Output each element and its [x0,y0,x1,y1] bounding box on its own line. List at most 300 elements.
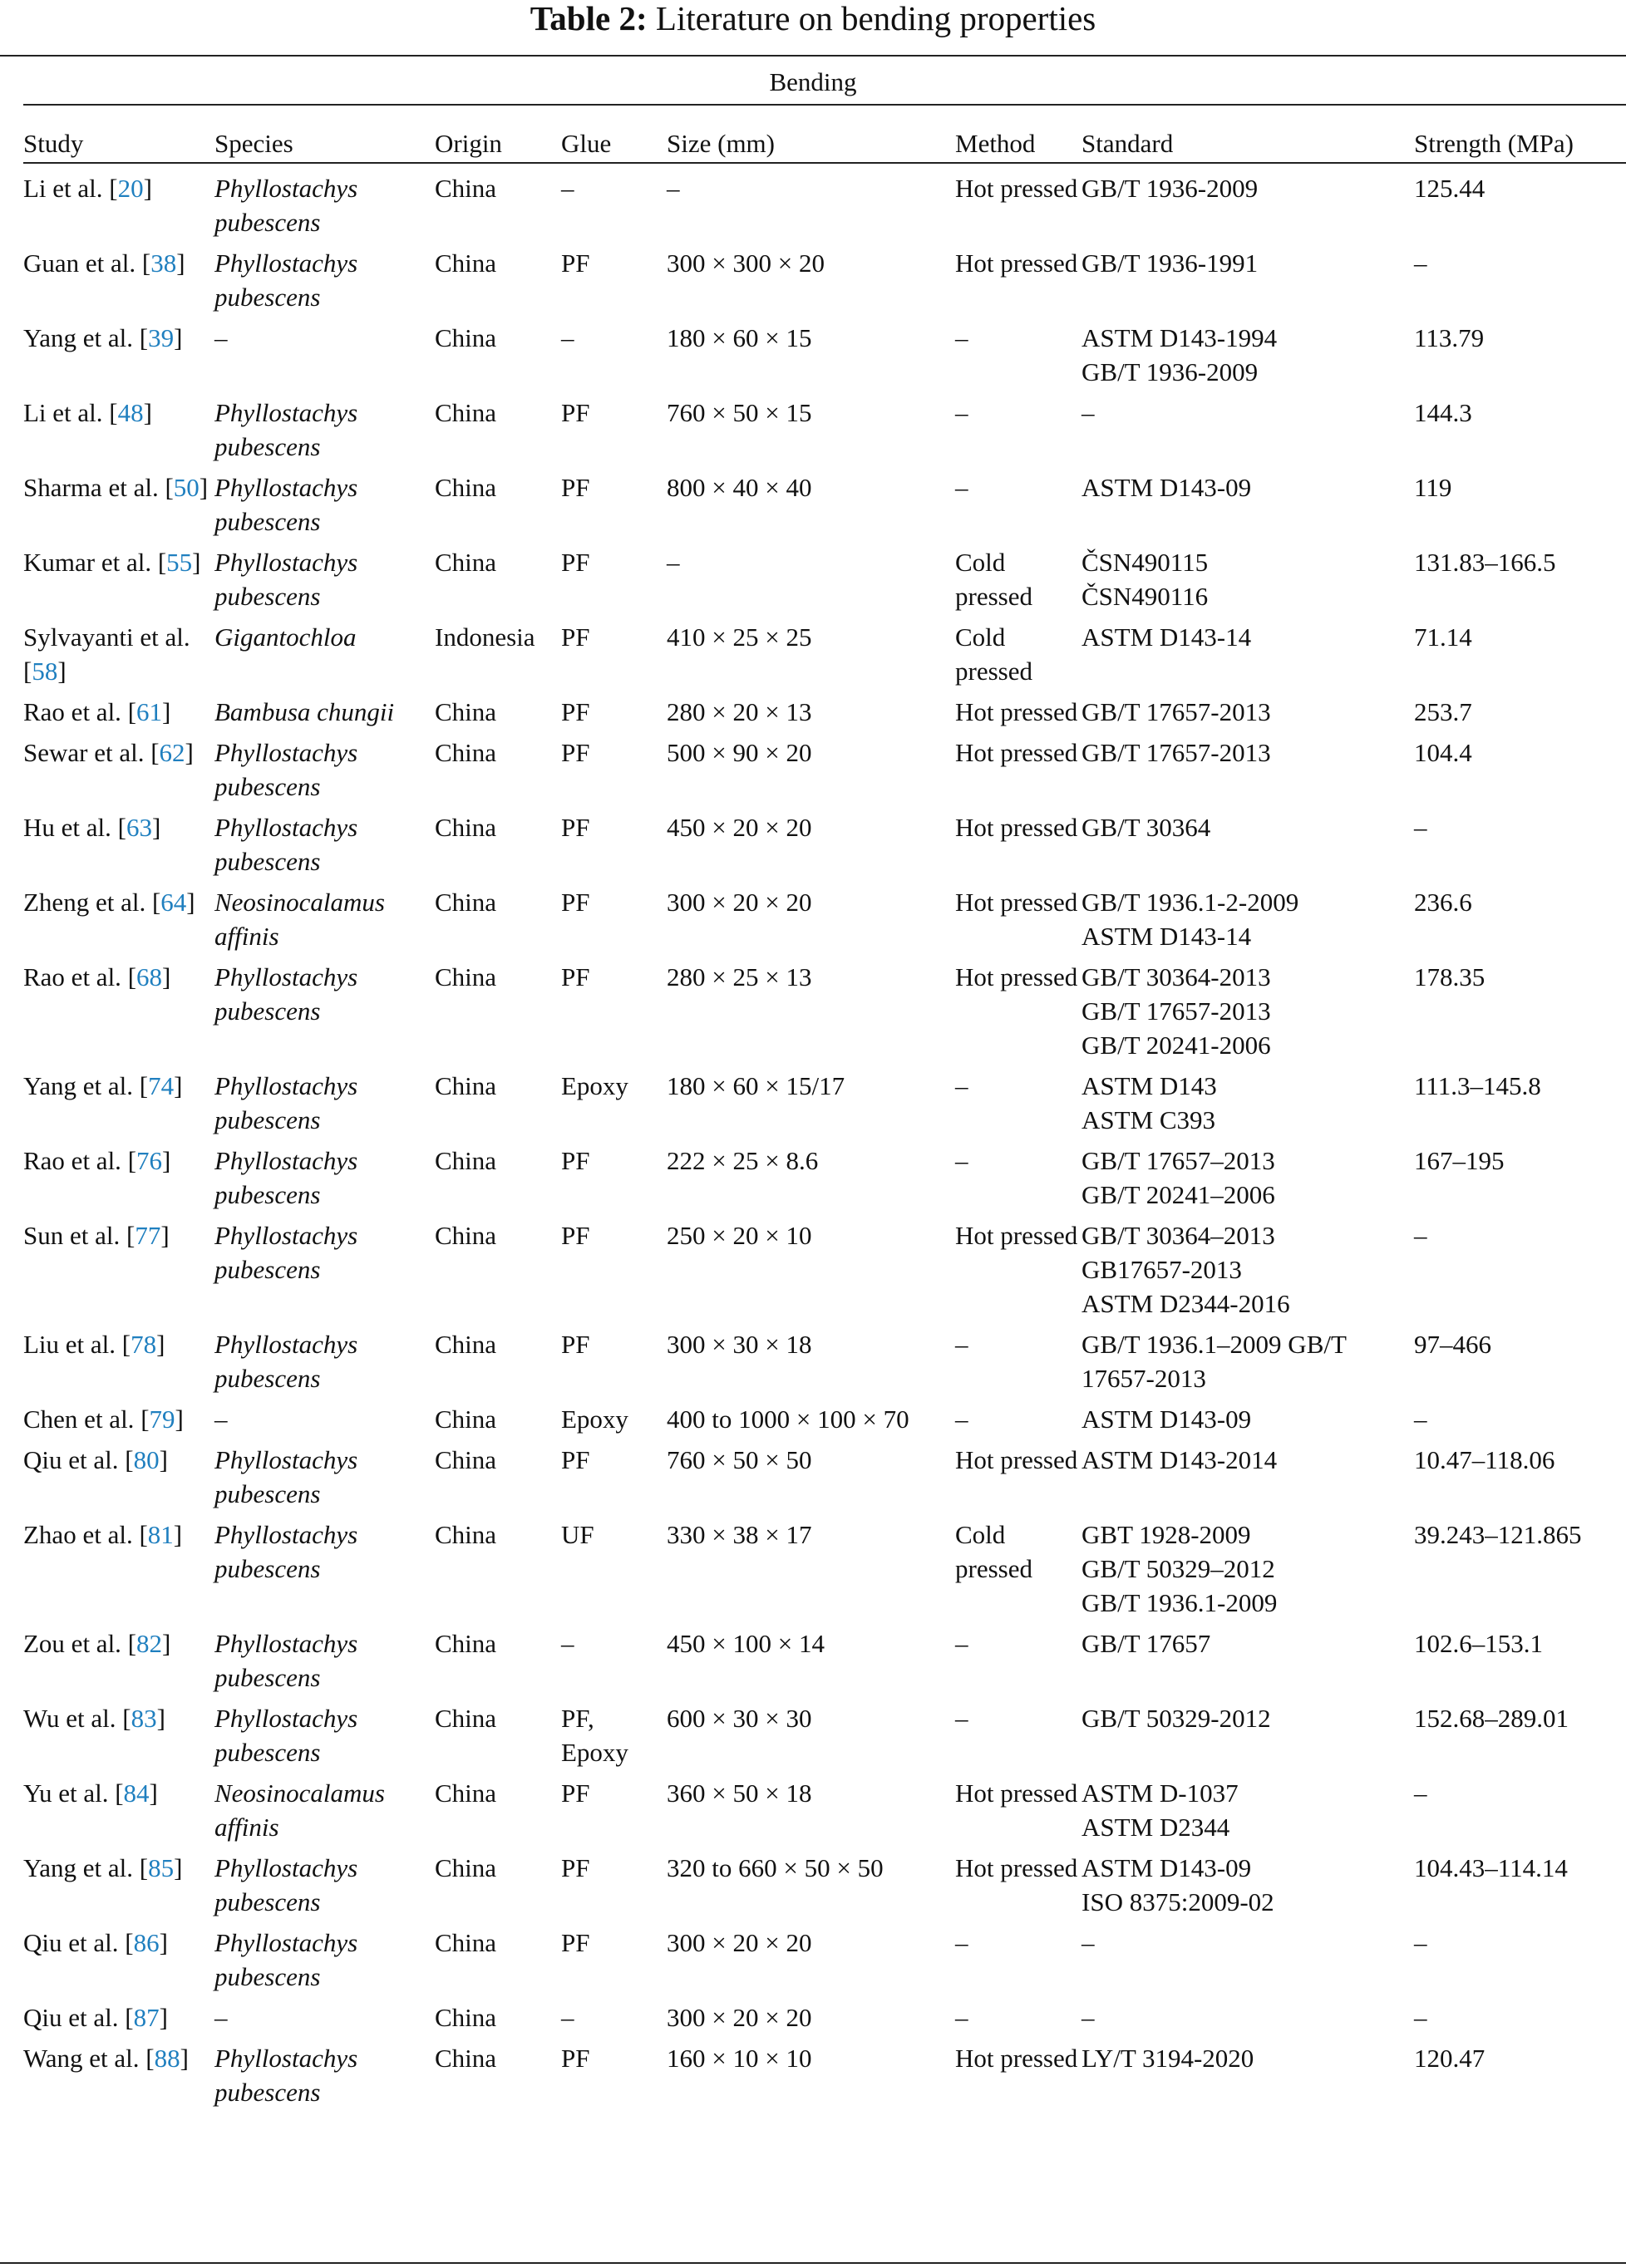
cell-method: Cold pressed [955,1520,1032,1583]
cell-strength: – [1414,248,1427,278]
cell-standard [1082,613,1414,688]
table-row [23,389,1626,464]
cell-method: Hot pressed [955,888,1078,917]
cell-standard [1082,688,1414,729]
cell-strength: 71.14 [1414,622,1472,652]
cell-species: Phyllostachys pubescens [214,1146,358,1209]
caption-title: Literature on bending properties [655,0,1096,37]
cell-method: Hot pressed [955,738,1078,767]
table-row [23,688,1626,729]
reference-link[interactable]: 38 [150,248,177,278]
cell-origin: China [435,2044,497,2073]
study-name: Wu et al. [23,1704,116,1733]
cell-glue: Epoxy [561,1071,628,1100]
cell-species: Phyllostachys pubescens [214,1071,358,1134]
cell-method: – [955,1071,968,1100]
table-row [23,729,1626,804]
cell-study: Sharma et al. [50] [23,473,209,502]
header-size: Size (mm) [667,129,775,158]
reference-link[interactable]: 63 [126,813,152,842]
standard-line: GB/T 1936-2009 [1082,174,1259,203]
reference-link[interactable]: 48 [117,398,144,427]
header-study: Study [23,129,84,158]
study-name: Guan et al. [23,248,136,278]
reference-link[interactable]: 77 [135,1221,161,1250]
cell-study: Zou et al. [82] [23,1629,171,1658]
standard-line: GB/T 50329–2012 [1082,1554,1275,1583]
cell-species: Phyllostachys pubescens [214,248,358,312]
cell-study: Yu et al. [84] [23,1778,158,1808]
cell-species: – [214,2003,228,2032]
cell-glue: PF [561,888,590,917]
cell-strength: 144.3 [1414,398,1472,427]
cell-glue: PF [561,2044,590,2073]
cell-study: Liu et al. [78] [23,1330,165,1359]
standard-line: ASTM D143-1994 [1082,323,1278,352]
cell-size: 280 × 20 × 13 [667,697,812,726]
cell-species: Phyllostachys pubescens [214,1520,358,1583]
reference-link[interactable]: 83 [131,1704,157,1733]
table-row [23,804,1626,878]
reference-link[interactable]: 88 [154,2044,180,2073]
cell-study: Sun et al. [77] [23,1221,170,1250]
cell-species: Phyllostachys pubescens [214,1221,358,1284]
cell-glue: PF [561,248,590,278]
standard-line: GB/T 50329-2012 [1082,1704,1271,1733]
standard-line: ASTM D143-09 [1082,1405,1252,1434]
cell-origin: China [435,1405,497,1434]
cell-study: Li et al. [20] [23,174,152,203]
study-name: Sun et al. [23,1221,121,1250]
cell-species: Phyllostachys pubescens [214,813,358,876]
study-name: Sharma et al. [23,473,159,502]
study-name: Li et al. [23,398,103,427]
table-row [23,1436,1626,1511]
cell-glue: PF [561,548,590,577]
cell-size: 450 × 100 × 14 [667,1629,825,1658]
standard-line: GB/T 20241–2006 [1082,1180,1275,1209]
cell-glue: PF [561,473,590,502]
cell-method: Hot pressed [955,697,1078,726]
cell-origin: China [435,888,497,917]
table-row [23,1994,1626,2034]
standard-line: GB/T 20241-2006 [1082,1031,1271,1060]
cell-species: – [214,1405,228,1434]
standard-line: – [1082,2003,1095,2032]
bottom-rule [0,2262,1626,2264]
cell-standard [1082,953,1414,1062]
cell-glue: UF [561,1520,594,1549]
cell-origin: China [435,1928,497,1957]
cell-strength: 39.243–121.865 [1414,1520,1582,1549]
cell-species: Phyllostachys pubescens [214,1445,358,1508]
reference-link[interactable]: 78 [131,1330,157,1359]
standard-line: GBT 1928-2009 [1082,1520,1251,1549]
cell-size: 300 × 30 × 18 [667,1330,812,1359]
table-row [23,1321,1626,1395]
cell-origin: China [435,1330,497,1359]
cell-strength: 125.44 [1414,174,1486,203]
study-name: Yang et al. [23,1853,134,1882]
cell-strength: – [1414,1221,1427,1250]
table-row [23,314,1626,389]
cell-origin: China [435,738,497,767]
cell-method: Hot pressed [955,813,1078,842]
header-origin: Origin [435,129,502,158]
table-row [23,165,1626,239]
cell-species: Phyllostachys pubescens [214,1704,358,1767]
cell-size: 300 × 20 × 20 [667,2003,812,2032]
study-name: Sewar et al. [23,738,145,767]
cell-method: Cold pressed [955,622,1032,686]
reference-link[interactable]: 79 [149,1405,175,1434]
header-strength: Strength (MPa) [1414,129,1574,158]
standard-line: ASTM C393 [1082,1105,1216,1134]
standard-line: GB/T 17657 [1082,1629,1211,1658]
cell-method: – [955,1928,968,1957]
cell-origin: China [435,323,497,352]
cell-standard [1082,464,1414,539]
cell-study: Rao et al. [76] [23,1146,171,1175]
header-method: Method [955,129,1036,158]
cell-size: 222 × 25 × 8.6 [667,1146,819,1175]
cell-study: Wang et al. [88] [23,2044,189,2073]
study-name: Liu et al. [23,1330,116,1359]
standard-line: GB/T 1936.1-2-2009 [1082,888,1299,917]
cell-species: Neosinocalamus affinis [214,1778,385,1842]
cell-method: Hot pressed [955,1445,1078,1474]
cell-species: – [214,323,228,352]
table-body [23,165,1626,2109]
reference-link[interactable]: 86 [133,1928,160,1957]
reference-link[interactable]: 55 [166,548,193,577]
reference-link[interactable]: 80 [133,1445,160,1474]
table-row [23,1137,1626,1212]
cell-strength: 102.6–153.1 [1414,1629,1543,1658]
cell-standard [1082,878,1414,953]
standard-line: – [1082,1928,1095,1957]
cell-standard [1082,1436,1414,1511]
cell-glue: – [561,1629,574,1658]
cell-strength: – [1414,2003,1427,2032]
cell-study: Rao et al. [61] [23,697,171,726]
study-name: Yang et al. [23,1071,134,1100]
cell-strength: 10.47–118.06 [1414,1445,1555,1474]
cell-size: 330 × 38 × 17 [667,1520,812,1549]
cell-origin: China [435,1146,497,1175]
cell-standard [1082,1212,1414,1321]
reference-link[interactable]: 82 [136,1629,163,1658]
header-row [23,116,1626,165]
reference-link[interactable]: 62 [159,738,185,767]
standard-line: GB/T 1936.1–2009 GB/T 17657-2013 [1082,1330,1347,1393]
cell-study: Qiu et al. [86] [23,1928,168,1957]
cell-standard [1082,729,1414,804]
cell-size: 300 × 300 × 20 [667,248,825,278]
table-row [23,1844,1626,1919]
cell-origin: China [435,1629,497,1658]
table-row [23,464,1626,539]
cell-standard [1082,1137,1414,1212]
cell-strength: 131.83–166.5 [1414,548,1556,577]
cell-origin: China [435,473,497,502]
cell-standard [1082,1062,1414,1137]
table-row [23,1919,1626,1994]
cell-species: Phyllostachys pubescens [214,548,358,611]
reference-link[interactable]: 39 [148,323,175,352]
cell-origin: China [435,1520,497,1549]
cell-strength: 97–466 [1414,1330,1491,1359]
table-row [23,239,1626,314]
study-name: Yu et al. [23,1778,109,1808]
cell-strength: 104.4 [1414,738,1472,767]
reference-link[interactable]: 85 [148,1853,175,1882]
study-name: Rao et al. [23,1146,121,1175]
standard-line: GB/T 17657-2013 [1082,738,1271,767]
standard-line: ASTM D143-09 [1082,1853,1252,1882]
cell-species: Phyllostachys pubescens [214,1928,358,1991]
cell-species: Bambusa chungii [214,697,395,726]
standard-line: ASTM D143 [1082,1071,1217,1100]
reference-link[interactable]: 20 [117,174,144,203]
cell-standard [1082,2034,1414,2109]
cell-origin: China [435,1778,497,1808]
cell-glue: PF [561,1146,590,1175]
cell-glue: PF [561,398,590,427]
cell-glue: PF [561,622,590,652]
cell-strength: 178.35 [1414,962,1486,991]
header-glue: Glue [561,129,612,158]
cell-glue: PF [561,1445,590,1474]
cell-size: 360 × 50 × 18 [667,1778,812,1808]
cell-size: 500 × 90 × 20 [667,738,812,767]
cell-size: 250 × 20 × 10 [667,1221,812,1250]
cell-standard [1082,1321,1414,1395]
cell-standard [1082,1994,1414,2034]
cell-size: 180 × 60 × 15/17 [667,1071,845,1100]
cell-method: – [955,398,968,427]
study-name: Zheng et al. [23,888,146,917]
table-row [23,953,1626,1062]
cell-standard [1082,539,1414,613]
cell-study: Yang et al. [74] [23,1071,183,1100]
cell-strength: 167–195 [1414,1146,1505,1175]
cell-study: Qiu et al. [87] [23,2003,168,2032]
cell-standard [1082,1695,1414,1769]
reference-link[interactable]: 50 [173,473,200,502]
cell-strength: 236.6 [1414,888,1472,917]
cell-origin: China [435,962,497,991]
cell-method: Hot pressed [955,1778,1078,1808]
cell-glue: – [561,323,574,352]
reference-link[interactable]: 58 [32,657,58,686]
cell-origin: China [435,813,497,842]
standard-line: ČSN490115 [1082,548,1209,577]
study-name: Qiu et al. [23,2003,119,2032]
study-name: Yang et al. [23,323,134,352]
cell-size: 400 to 1000 × 100 × 70 [667,1405,909,1434]
cell-size: 300 × 20 × 20 [667,1928,812,1957]
cell-origin: Indonesia [435,622,535,652]
cell-study: Rao et al. [68] [23,962,171,991]
cell-glue: – [561,2003,574,2032]
cell-size: – [667,174,680,203]
cell-method: – [955,1704,968,1733]
cell-size: 600 × 30 × 30 [667,1704,812,1733]
cell-glue: PF, Epoxy [561,1704,628,1767]
standard-line: ASTM D-1037 [1082,1778,1239,1808]
cell-size: 410 × 25 × 25 [667,622,812,652]
top-rule [0,55,1626,57]
standard-line: GB/T 17657–2013 [1082,1146,1275,1175]
cell-glue: Epoxy [561,1405,628,1434]
cell-method: Hot pressed [955,174,1078,203]
standard-line: GB/T 30364 [1082,813,1211,842]
cell-glue: PF [561,1778,590,1808]
cell-method: – [955,1629,968,1658]
reference-link[interactable]: 84 [123,1778,150,1808]
standard-line: ČSN490116 [1082,582,1209,611]
cell-standard [1082,239,1414,314]
cell-glue: – [561,174,574,203]
cell-method: Hot pressed [955,1853,1078,1882]
cell-strength: – [1414,1928,1427,1957]
table-row [23,1395,1626,1436]
cell-study: Zhao et al. [81] [23,1520,183,1549]
standard-line: ASTM D143-14 [1082,622,1252,652]
table-row [23,878,1626,953]
reference-link[interactable]: 61 [136,697,163,726]
cell-study: Zheng et al. [64] [23,888,195,917]
study-name: Qiu et al. [23,1928,119,1957]
cell-species: Gigantochloa [214,622,357,652]
cell-glue: PF [561,962,590,991]
standard-line: GB17657-2013 [1082,1255,1242,1284]
cell-study: Chen et al. [79] [23,1405,184,1434]
table-row [23,1695,1626,1769]
bending-literature-table [23,116,1626,2109]
cell-glue: PF [561,697,590,726]
caption-label: Table 2: [530,0,648,37]
table-caption [0,0,1626,37]
cell-size: 760 × 50 × 50 [667,1445,812,1474]
cell-method: – [955,1330,968,1359]
cell-study: Hu et al. [63] [23,813,161,842]
cell-origin: China [435,1221,497,1250]
cell-study: Wu et al. [83] [23,1704,165,1733]
cell-origin: China [435,1853,497,1882]
reference-link[interactable]: 76 [136,1146,163,1175]
cell-method: – [955,1405,968,1434]
cell-method: – [955,2003,968,2032]
table-row [23,1511,1626,1620]
reference-link[interactable]: 68 [136,962,163,991]
standard-line: GB/T 1936-1991 [1082,248,1259,278]
cell-study: Kumar et al. [55] [23,548,201,577]
cell-species: Phyllostachys pubescens [214,1330,358,1393]
standard-line: GB/T 1936-2009 [1082,357,1259,386]
cell-size: 160 × 10 × 10 [667,2044,812,2073]
reference-link[interactable]: 64 [160,888,187,917]
study-name: Li et al. [23,174,103,203]
standard-line: LY/T 3194-2020 [1082,2044,1254,2073]
cell-strength: – [1414,813,1427,842]
study-name: Zhao et al. [23,1520,133,1549]
cell-method: Hot pressed [955,248,1078,278]
cell-strength: 152.68–289.01 [1414,1704,1569,1733]
cell-standard [1082,1769,1414,1844]
table-row [23,539,1626,613]
standard-line: ASTM D2344-2016 [1082,1289,1290,1318]
cell-strength: 119 [1414,473,1452,502]
cell-study: Yang et al. [85] [23,1853,183,1882]
cell-origin: China [435,248,497,278]
cell-origin: China [435,697,497,726]
cell-strength: – [1414,1405,1427,1434]
study-name: Sylvayanti et al. [23,622,190,652]
study-name: Hu et al. [23,813,111,842]
cell-species: Phyllostachys pubescens [214,1853,358,1916]
study-name: Zou et al. [23,1629,121,1658]
cell-standard [1082,1844,1414,1919]
cell-size: 320 to 660 × 50 × 50 [667,1853,884,1882]
standard-line: ISO 8375:2009-02 [1082,1887,1274,1916]
cell-study: Guan et al. [38] [23,248,185,278]
cell-origin: China [435,548,497,577]
cell-standard [1082,389,1414,464]
cell-study: Li et al. [48] [23,398,152,427]
group-rule [23,104,1626,106]
study-name: Chen et al. [23,1405,135,1434]
cell-species: Phyllostachys pubescens [214,174,358,237]
table-row [23,1769,1626,1844]
cell-method: Hot pressed [955,962,1078,991]
cell-method: – [955,1146,968,1175]
cell-origin: China [435,1445,497,1474]
cell-size: 280 × 25 × 13 [667,962,812,991]
cell-method: Hot pressed [955,1221,1078,1250]
cell-size: 450 × 20 × 20 [667,813,812,842]
cell-origin: China [435,2003,497,2032]
table-row [23,613,1626,688]
cell-standard [1082,165,1414,239]
cell-species: Phyllostachys pubescens [214,962,358,1026]
cell-species: Phyllostachys pubescens [214,738,358,801]
cell-study: Yang et al. [39] [23,323,183,352]
reference-link[interactable]: 74 [148,1071,175,1100]
cell-size: 800 × 40 × 40 [667,473,812,502]
reference-link[interactable]: 87 [133,2003,160,2032]
cell-species: Phyllostachys pubescens [214,398,358,461]
study-name: Wang et al. [23,2044,140,2073]
cell-strength: 120.47 [1414,2044,1486,2073]
cell-origin: China [435,1704,497,1733]
standard-line: GB/T 30364–2013 [1082,1221,1275,1250]
study-name: Kumar et al. [23,548,152,577]
cell-glue: PF [561,738,590,767]
reference-link[interactable]: 81 [147,1520,174,1549]
cell-species: Phyllostachys pubescens [214,473,358,536]
cell-method: Hot pressed [955,2044,1078,2073]
cell-standard [1082,1511,1414,1620]
cell-standard [1082,314,1414,389]
cell-method: – [955,473,968,502]
standard-line: GB/T 30364-2013 [1082,962,1271,991]
table-row [23,1062,1626,1137]
cell-size: 180 × 60 × 15 [667,323,812,352]
cell-standard [1082,1919,1414,1994]
cell-species: Neosinocalamus affinis [214,888,385,951]
